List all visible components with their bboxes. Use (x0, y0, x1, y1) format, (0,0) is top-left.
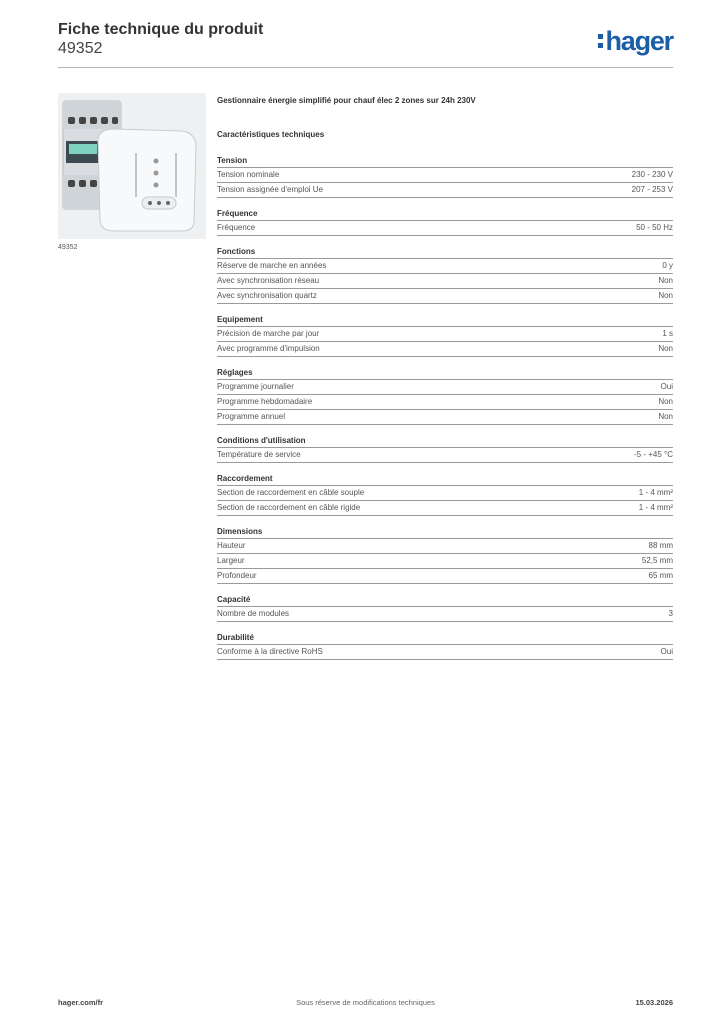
spec-label: Température de service (217, 450, 301, 459)
spec-row (217, 342, 673, 357)
spec-row (217, 168, 673, 183)
spec-label: Précision de marche par jour (217, 329, 320, 338)
page-title: Fiche technique du produit (58, 21, 264, 38)
spec-row (217, 395, 673, 410)
spec-row (217, 183, 673, 198)
hager-logo[interactable] (598, 28, 673, 54)
spec-label: Largeur (217, 556, 245, 565)
spec-label: Avec synchronisation quartz (217, 291, 317, 300)
spec-row (217, 486, 673, 501)
spec-value: 1 - 4 mm² (638, 488, 673, 497)
spec-label: Programme annuel (217, 412, 286, 421)
product-name: Gestionnaire énergie simplifié pour chauf élec 2 zones sur 24h 230V (217, 96, 476, 105)
logo-text: hager (605, 26, 673, 56)
spec-row (217, 221, 673, 236)
spec-row (217, 448, 673, 463)
spec-row (217, 410, 673, 425)
header-divider (58, 67, 673, 68)
spec-row (217, 569, 673, 584)
spec-label: Profondeur (217, 571, 257, 580)
spec-group (217, 594, 673, 622)
spec-value: Non (658, 291, 673, 300)
spec-value: Non (658, 344, 673, 353)
spec-value: -5 - +45 °C (634, 450, 673, 459)
spec-row (217, 380, 673, 395)
product-reference: 49352 (58, 40, 103, 57)
spec-label: Conforme à la directive RoHS (217, 647, 323, 656)
footer-website-link[interactable]: hager.com/fr (58, 998, 104, 1007)
spec-label: Tension assignée d'emploi Ue (217, 185, 324, 194)
section-title: Caractéristiques techniques (217, 130, 325, 139)
logo-colon-icon (598, 34, 603, 48)
spec-groups (217, 155, 673, 660)
spec-label: Avec synchronisation réseau (217, 276, 320, 285)
spec-value: Non (658, 412, 673, 421)
spec-value: 1 - 4 mm² (638, 503, 673, 512)
footer-date: 15.03.2026 (635, 998, 673, 1007)
spec-group-title: Tension (217, 155, 673, 168)
spec-label: Nombre de modules (217, 609, 290, 618)
spec-label: Programme hebdomadaire (217, 397, 313, 406)
product-photo (58, 93, 206, 239)
spec-value: 0 y (662, 261, 673, 270)
spec-group-title: Durabilité (217, 632, 673, 645)
spec-group-title: Réglages (217, 367, 673, 380)
spec-group (217, 632, 673, 660)
spec-group-title: Fonctions (217, 246, 673, 259)
spec-row (217, 327, 673, 342)
spec-label: Tension nominale (217, 170, 280, 179)
spec-value: Non (658, 397, 673, 406)
spec-group (217, 526, 673, 584)
spec-value: Oui (660, 647, 673, 656)
spec-row (217, 539, 673, 554)
spec-value: 230 - 230 V (631, 170, 673, 179)
spec-group-title: Capacité (217, 594, 673, 607)
spec-label: Programme journalier (217, 382, 294, 391)
spec-value: 3 (668, 609, 673, 618)
spec-row (217, 554, 673, 569)
spec-value: 50 - 50 Hz (636, 223, 673, 232)
photo-caption: 49352 (58, 244, 78, 251)
spec-row (217, 607, 673, 622)
spec-group (217, 155, 673, 198)
specifications (217, 96, 673, 660)
spec-value: 207 - 253 V (631, 185, 673, 194)
spec-row (217, 259, 673, 274)
page-header (58, 20, 673, 68)
spec-value: Non (658, 276, 673, 285)
spec-group (217, 473, 673, 516)
spec-label: Réserve de marche en années (217, 261, 327, 270)
spec-label: Avec programme d'impulsion (217, 344, 320, 353)
spec-label: Fréquence (217, 223, 256, 232)
spec-label: Hauteur (217, 541, 246, 550)
spec-group (217, 246, 673, 304)
spec-group (217, 314, 673, 357)
spec-group (217, 435, 673, 463)
spec-group-title: Conditions d'utilisation (217, 435, 673, 448)
spec-group (217, 367, 673, 425)
spec-value: 88 mm (648, 541, 673, 550)
spec-row (217, 645, 673, 660)
spec-label: Section de raccordement en câble rigide (217, 503, 361, 512)
spec-row (217, 274, 673, 289)
spec-row (217, 501, 673, 516)
spec-label: Section de raccordement en câble souple (217, 488, 365, 497)
spec-value: Oui (660, 382, 673, 391)
spec-group-title: Equipement (217, 314, 673, 327)
spec-group (217, 208, 673, 236)
product-photo-icon (58, 93, 206, 239)
footer-disclaimer: Sous réserve de modifications techniques (296, 998, 435, 1007)
spec-value: 1 s (662, 329, 673, 338)
spec-value: 52,5 mm (641, 556, 673, 565)
spec-group-title: Raccordement (217, 473, 673, 486)
spec-group-title: Fréquence (217, 208, 673, 221)
spec-row (217, 289, 673, 304)
spec-value: 65 mm (648, 571, 673, 580)
spec-group-title: Dimensions (217, 526, 673, 539)
